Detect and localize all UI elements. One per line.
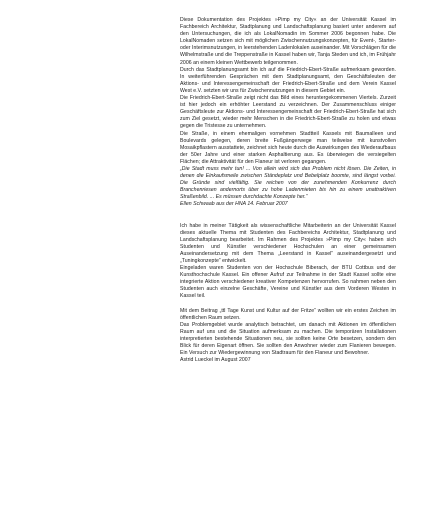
newspaper-quote: „Die Stadt muss mehr tun! ... Von allein wird sich das Problem nicht lösen. Die Zeiten, in denen die Einkaufsmeile zwischen Ständeplatz und Bebelplatz boomte, sind längst vorbei. Die Gründe sind vielfältig. Sie reichen von der zunehmenden Konkurrenz durch Branchenriesen andernorts über zu hohe Ladenmieten bis hin zu einem unattraktiven Straßenbild. ... Es müssen durchdachte Konzepte her.“: [180, 165, 396, 201]
paragraph-intro-3: Die Friedrich-Ebert-Straße zeigt nicht das Bild eines heruntergekommenen Viertels. Zurzeit ist hier jedoch ein erhöhter Leerstand zu verzeichnen. Der Zusammenschluss einiger Geschäftsleute zur Aktions- und Interessengemeinschaft der Friedrich-Ebert-Straße hat sich zum Ziel gesetzt, wieder mehr Menschen in die Friedrich-Ebert-Straße zu holen und etwas gegen die Tristesse zu unternehmen.: [180, 95, 396, 130]
spacer: [180, 209, 396, 223]
paragraph-project-1: Ich habe in meiner Tätigkeit als wissenschaftliche Mitarbeiterin an der Universität Kassel dieses aktuelle Thema mit Studenten des Fachbereichs Architektur, Stadtplanung und Landschaftsplanung bearbeitet. Im Rahmen des Projektes »Pimp my City« haben sich Studenten und Künstler verschiedener Hochschulen an einer gemeinsamen Auseinandersetzung mit dem Thema „Leerstand in Kassel“ auseinandergesetzt und „Tuningkonzepte“ entwickelt.: [180, 222, 396, 264]
paragraph-project-2: Eingeladen waren Studenten von der Hochschule Biberach, der BTU Cottbus und der Kunsthochschule Kassel. Ein offener Aufruf zur Teilnahme in der Stadt Kassel sollte eine integrierte Aktion verschiedener kreativer Kompetenzen hervorrufen. So nahmen neben den Studenten auch einzelne Geschäfte, Vereine und Künstler aus dem Vorderen Westen in Kassel teil.: [180, 265, 396, 300]
text-column: [180, 17, 396, 364]
quote-source: Ellen Schwaab aus der HNA 14. Februar 2007: [180, 201, 288, 208]
paragraph-action-1: Mit dem Beitrag „ttl Tage Kunst und Kultur auf der Fritze“ wollten wir ein erstes Zeichen im öffentlichen Raum setzen.: [180, 307, 396, 321]
paragraph-intro-4: Die Straße, in einem ehemaligen vornehmen Stadtteil Kassels mit Baumalleen und Boulevards gelegen, deren breite Fußgängerwege man teilweise mit kunstvollen Mosaikpflastern ausstattete, zeichnet sich heute durch die Auswirkungen des Wiederaufbaus der 50er Jahre und einer starken Asphaltierung aus. Es überwiegen die versiegelten Flächen; die Attraktivität für den Flaneur ist verloren gegangen.: [180, 130, 396, 165]
spacer: [180, 301, 396, 308]
paragraph-intro-2: Durch das Stadtplanungsamt bin ich auf die Friedrich-Ebert-Straße aufmerksam geworden. In weiterführenden Gesprächen mit dem Stadtplanungsamt, den Geschäftsleuten der Aktions- und Interessengemeinschaft der Friedrich-Ebert-Straße und dem Verein Kassel West e.V. setzten wir uns für Zwischennutzungen in diesem Gebiet ein.: [180, 66, 396, 94]
paragraph-intro-1: Diese Dokumentation des Projektes »Pimp my City« an der Universität Kassel im Fachbereich Architektur, Stadtplanung und Landschaftsplanung basiert unter anderem auf den Untersuchungen, die ich als LokalNomadin im Sommer 2006 begonnen habe. Die LokalNomaden setzen sich mit möglichen Zwischennutzungskonzepten, für Event-, Starter- oder Interimsnutzungen, in leerstehenden Ladenlokalen auseinander. Mit Vorschlägen für die Wilhelmstraße und die Treppenstraße in Kassel haben wir, Tanja Steden und ich, im Frühjahr 2006 an einem kleinen Wettbewerb teilgenommen.: [180, 17, 396, 66]
signature: Astrid Lueckel im August 2007: [180, 357, 251, 364]
paragraph-action-2: Das Problemgebiet wurde analytisch betrachtet, um danach mit Aktionen im öffentlichen Raum auf uns und die Situation aufmerksam zu machen. Die temporären Installationen interpretierten bestehende Situationen neu, sie sollten keine Orte besetzen, sondern den Blick für deren Eigenart öffnen. Sie sollten den Anwohner wieder zum Flanieren bewegen. Ein Versuch zur Wiedergewinnung von Stadtraum für den Flaneur und Bewohner.: [180, 321, 396, 357]
